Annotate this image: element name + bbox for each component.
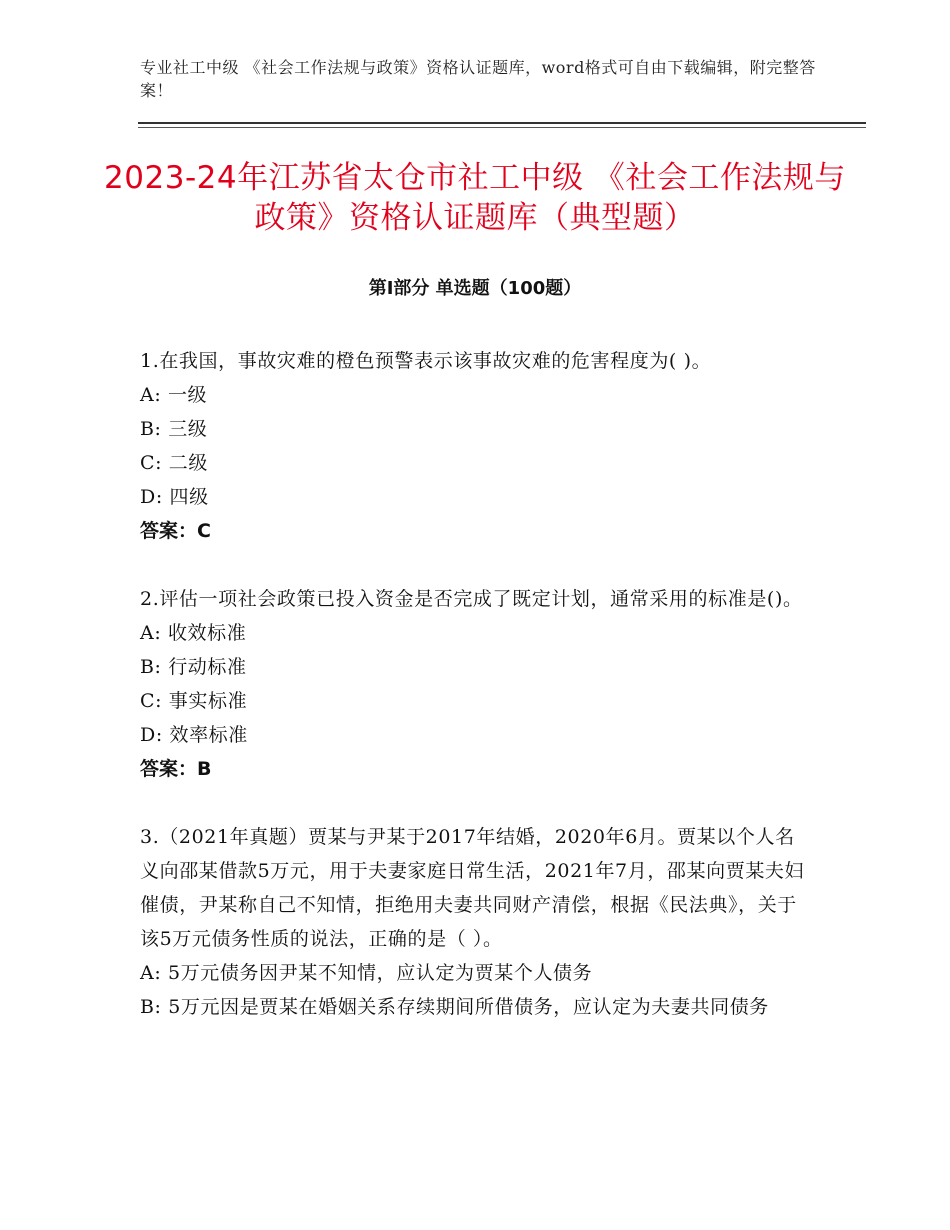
header-note: 专业社工中级 《社会工作法规与政策》资格认证题库，word格式可自由下载编辑，附完整答案！ (140, 58, 816, 100)
header-rule-thin (138, 127, 866, 128)
option-b: B: 三级 (140, 418, 208, 440)
header-rule-thick (138, 122, 866, 124)
question-3 (140, 820, 805, 1024)
question-stem: 1.在我国，事故灾难的橙色预警表示该事故灾难的危害程度为( )。 (140, 350, 712, 372)
question-list (140, 344, 805, 1024)
option-a: A: 收效标准 (140, 622, 247, 644)
option-d: D: 四级 (140, 486, 209, 508)
option-a: A: 一级 (140, 384, 208, 406)
option-b: B: 行动标准 (140, 656, 247, 678)
option-c: C: 二级 (140, 452, 208, 474)
option-b: B: 5万元因是贾某在婚姻关系存续期间所借债务，应认定为夫妻共同债务 (140, 996, 769, 1018)
question-2 (140, 582, 805, 786)
question-stem: 3.（2021年真题）贾某与尹某于2017年结婚，2020年6月。贾某以个人名义向邵某借款5万元，用于夫妻家庭日常生活，2021年7月，邵某向贾某夫妇催债，尹某称自己不知情，拒绝用夫妻共同财产清偿，根据《民法典》，关于该5万元债务性质的说法，正确的是（ ）。 (140, 826, 805, 950)
option-a: A: 5万元债务因尹某不知情，应认定为贾某个人债务 (140, 962, 593, 984)
answer-line: 答案：B (140, 758, 212, 780)
answer-line: 答案：C (140, 520, 211, 542)
section-heading: 第Ⅰ部分 单选题（100题） (368, 278, 582, 299)
question-stem: 2.评估一项社会政策已投入资金是否完成了既定计划，通常采用的标准是()。 (140, 588, 803, 610)
question-1 (140, 344, 805, 548)
option-c: C: 事实标准 (140, 690, 248, 712)
document-title: 2023-24年江苏省太仓市社工中级 《社会工作法规与政策》资格认证题库（典型题） (104, 160, 846, 236)
option-d: D: 效率标准 (140, 724, 248, 746)
